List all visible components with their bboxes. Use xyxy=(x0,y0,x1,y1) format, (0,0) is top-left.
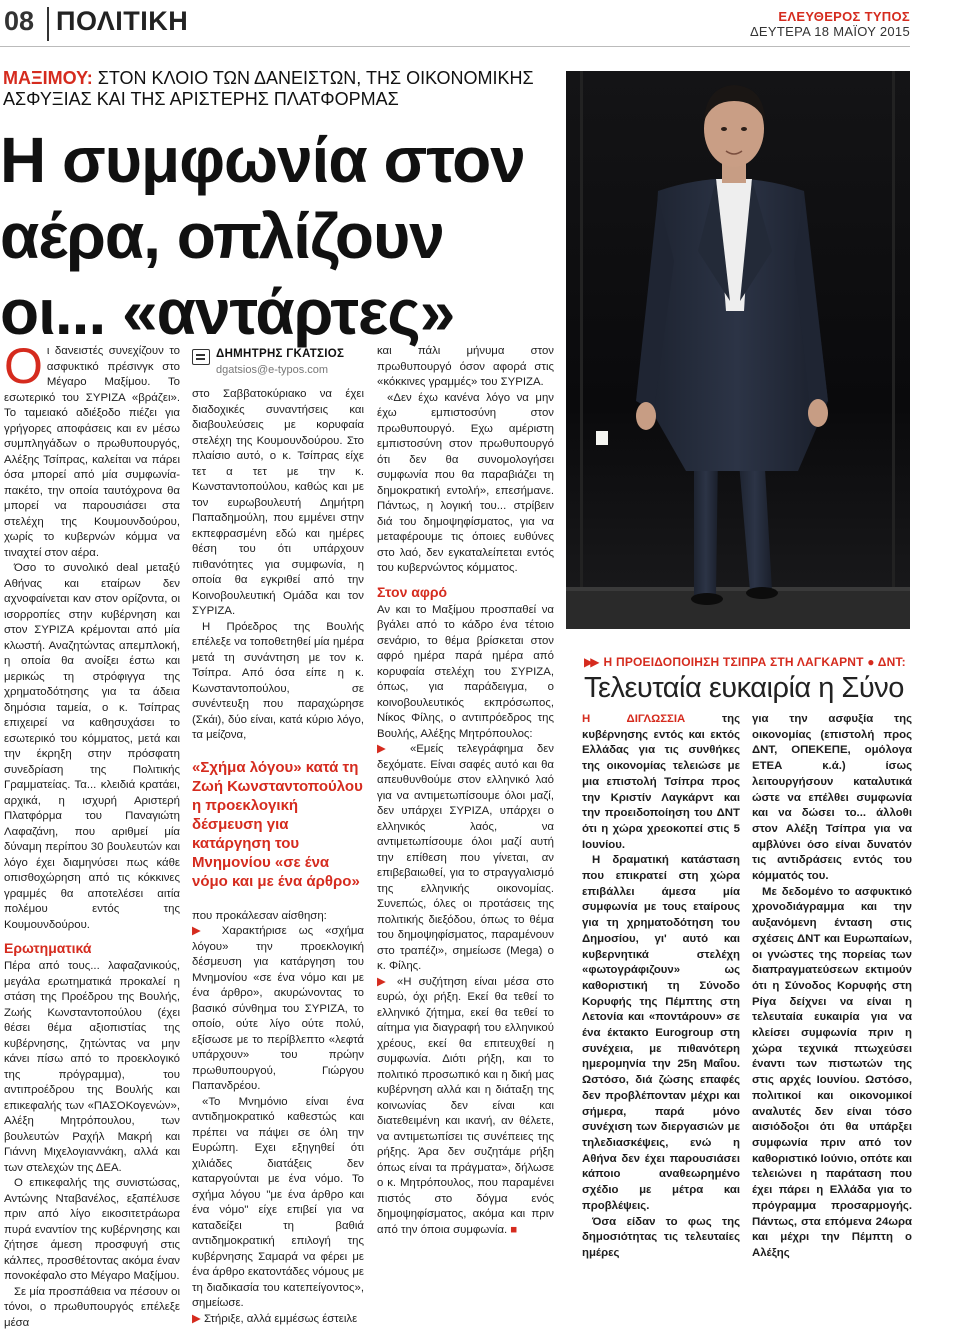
prime-minister-photo xyxy=(566,71,910,629)
bullet-paragraph: ▶ Στήριξε, αλλά εμμέσως έστειλε xyxy=(192,1312,364,1328)
article-headline: Η συμφωνία στον αέρα, οπλίζουν οι... «αντάρτες» xyxy=(0,122,560,350)
author-name: ΔΗΜΗΤΡΗΣ ΓΚΑΤΣΙΟΣ xyxy=(216,347,364,363)
article-column-2 xyxy=(192,347,364,1327)
paragraph: στο Σαββατοκύριακο να έχει διαδοχικές συναντήσεις και διαβουλεύσεις με κορυφαία στελέχη της Κουμουνδούρου. Στο πλαίσιο αυτό, ο κ. Τσίπρας είχε τετ α τετ με την κ. Κωνσταντοπούλου, καθώς και με τον ευρωβουλευτή Δημήτρη Παπαδημούλη, που εμμένει στην εκπεφρασμένη εδώ και ημέρες θέση του ότι υπάρχουν πιθανότητες για συμφωνία, η οποία θα εγκριθεί από την Κοινοβουλευτική Ομάδα και τον ΣΥΡΙΖΑ. xyxy=(192,387,364,620)
subheading: Ερωτηματικά xyxy=(4,940,180,956)
paragraph: Η δραματική κατάσταση που επικρατεί στη χώρα επιβάλλει άμεσα μία συμφωνία με τους εταίρους για τη χρηματοδότηση του Δημοσίου, γι' αυτό και κυβερνητικά στελέχη «φωτογράφιζουν» ως καθοριστική τη Σύνοδο Κορυφής της Πέμπτης στη Λετονία και «ποντάρουν» σε ένα έκτακτο Eurogroup στη συνέχεια, με πιθανότερη ημερομηνία την 25η Μαΐου. Ωστόσο, διά ζώσης επαφές δεν προβλέπονταν μέχρι και σήμερα, παρά μόνο συνέχιση των διεργασιών με τηλεδιασκέψεις, ενώ η Αθήνα δεν έχει παρουσιάσει κάποιο αναθεωρημένο σχέδιο με μέτρα και προβλέψεις. xyxy=(582,853,740,1214)
author-email[interactable]: dgatsios@e-typos.com xyxy=(216,363,364,379)
paragraph: Όσα είδαν το φως της δημοσιότητας τις τελευταίες ημέρες xyxy=(582,1215,740,1262)
byline xyxy=(192,347,364,381)
paragraph: Όσο το συνολικό deal μεταξύ Αθήνας και εταίρων δεν αχνοφαίνεται καν στον ορίζοντα, οι ισορροπίες στην κυβέρνηση και στον ΣΥΡΙΖΑ κρέμονται από μία κλωστή. Αναζητώντας απεμπλοκή, η οποία θα ανοίξει έστω και μερικώς τη στρόφιγγα της χρηματοδότησης για τα άδεια δημόσια ταμεία, ο κ. Τσίπρας επιχειρεί να καθησυχάσει το εσωτερικό του κόμματος, μετά και την έκρηξη στην πρόσφατη συνεδρίαση της Πολιτικής Γραμματείας. Τα... κλειδιά κρατάει, αρχικά, η ισχυρή Αριστερή Πλατφόρμα του Παναγιώτη Λαφαζάνη, που αριθμεί μία δύναμη περίπου 30 βουλευτών και λόγο έχει διαμηνύσει πως κάθε οπισθοχώρηση από τις κόκκινες γραμμές θα αποτελέσει αιτία πολέμου εντός της Κουμουνδούρου. xyxy=(4,561,180,933)
double-arrow-icon: ▶▶ xyxy=(584,655,596,669)
header-divider xyxy=(47,7,49,41)
box-column-1 xyxy=(582,712,740,1262)
page-number: 08 xyxy=(4,6,34,37)
box-title: Τελευταία ευκαιρία η Σύνο xyxy=(584,672,924,705)
arrow-icon: ▶ xyxy=(192,925,222,937)
paragraph: για την ασφυξία της οικονομίας (επιστολή προς ΔΝΤ, ΟΠΕΚΕΠΕ, ομόλογα ΕΤΕΑ κ.ά.) ίσως λειτουργήσουν καταλυτικά ώστε να επέλθει συμφωνία και να δώσει το... άλλοθι στον Αλέξη Τσίπρα για να αμβλύνει όσο είναι δυνατόν τις αντιδράσεις εντός του κόμματός του. xyxy=(752,712,912,885)
box-lead: Η ΔΙΓΛΩΣΣΙΑ xyxy=(582,713,685,725)
paragraph: Αν και το Μαξίμου προσπαθεί να βγάλει από το κάδρο ένα τέτοιο σενάριο, το θέμα βρίσκεται στον αφρό ημέρα παρά ημέρα από κορυφαία στελέχη του ΣΥΡΙΖΑ, όπως, για παράδειγμα, ο κοινοβουλευτικός εκπρόσωπος, Νίκος Φίλης, ο αντιπρόεδρος της Βουλής, Αλέξης Μητρόπουλος: xyxy=(377,603,554,743)
header-rule xyxy=(0,46,910,47)
kicker-text: ΣΤΟΝ ΚΛΟΙΟ ΤΩΝ ΔΑΝΕΙΣΤΩΝ, ΤΗΣ ΟΙΚΟΝΟΜΙΚΗΣ ΑΣΦΥΞΙΑΣ ΚΑΙ ΤΗΣ ΑΡΙΣΤΕΡΗΣ ΠΛΑΤΦΟΡΜΑΣ xyxy=(3,68,534,109)
article-kicker xyxy=(3,68,563,110)
paragraph: και πάλι μήνυμα στον πρωθυπουργό όσον αφορά στις «κόκκινες γραμμές» του ΣΥΡΙΖΑ. xyxy=(377,344,554,391)
lead-paragraph: Οι δανειστές συνεχίζουν το ασφυκτικό πρέσινγκ στο Μέγαρο Μαξίμου. Το εσωτερικό του ΣΥΡΙΖΑ «βράζει». Το ταμειακό αδιέξοδο πιέζει για γρήγορες αποφάσεις και εν μέσω συμπληγάδων ο πρωθυπουργός, Αλέξης Τσίπρας, καλείται να πάρει όσα μπορεί από μία συμφωνία-πακέτο, την οποία ταυτόχρονα θα μπορεί να παρουσιάσει στα στελέχη της Κουμουνδούρου, χωρίς το κυβερνών κόμμα να τιναχτεί στον αέρα. xyxy=(4,344,180,561)
arrow-icon: ▶ xyxy=(377,743,410,755)
section-title: ΠΟΛΙΤΙΚΗ xyxy=(56,6,188,37)
paragraph: «Το Μνημόνιο είναι ένα αντιδημοκρατικό καθεστώς και πρέπει να πάψει σε όλη την Ευρώπη. Εχει εξηγηθεί ότι χιλιάδες διατάξεις δεν καταργούνται με ένα νόμο. Το σχήμα λόγου "με ένα άρθρο και ένα νόμο" είχε επιβεί για να καταδείξει τη βαθιά αντιδημοκρατική επιλογή της κυβέρνησης Σαμαρά να φέρει με ένα άρθρο εκατοντάδες νόμους με τη διαδικασία του κατεπείγοντος», σημείωσε. xyxy=(192,1095,364,1312)
pull-quote: «Σχήμα λόγου» κατά τη Ζωή Κωνσταντοπούλου η προεκλογική δέσμευση για κατάργηση του Μνημονίου «σε ένα νόμο και με ένα άρθρο» xyxy=(192,758,364,891)
paragraph: «Δεν έχω κανένα λόγο να μην έχω εμπιστοσύνη στον πρωθυπουργό. Εχω αμέριστη εμπιστοσύνη στον πρωθυπουργό ότι δεν θα συνομολογήσει συμφωνία που θα παραβιάζει τη δημοκρατική εντολή», επεσήμανε. Πάντως, η λογική του... στρίβειν διά του δημοψηφίσματος, για να μεταφέρουμε τις όποιες ευθύνες στο λαό, δεν εγκαταλείπεται εντός του κυβερνώντος κόμματος. xyxy=(377,391,554,577)
arrow-icon: ▶ xyxy=(377,976,397,988)
paragraph: Η Πρόεδρος της Βουλής επέλεξε να τοποθετηθεί μία ημέρα μετά τη συνάντηση με τον κ. Τσίπρα. Από όσα είπε η κ. Κωνσταντοπούλου, σε συνέντευξη που παραχώρησε (Σκάι), δύο είναι, κατά κύριο λόγο, τα μείζονα, xyxy=(192,620,364,744)
box-column-2 xyxy=(752,712,912,1262)
article-photo xyxy=(566,71,910,629)
end-mark-icon: ■ xyxy=(507,1224,517,1236)
author-icon xyxy=(192,349,210,365)
paragraph: Η ΔΙΓΛΩΣΣΙΑ της κυβέρνησης εντός και εκτός Ελλάδας για τις συνθήκες της οικονομίας τελειώσε με μια επιστολή Τσίπρα προς την Κριστίν Λαγκάρντ και την προειδοποίηση του ΔΝΤ ότι η χώρα χρεοκοπεί στις 5 Ιουνίου. xyxy=(582,712,740,853)
article-column-1 xyxy=(4,344,180,1331)
paragraph: Με δεδομένο το ασφυκτικό χρονοδιάγραμμα και την αυξανόμενη ένταση στις σχέσεις ΔΝΤ και Ευρωπαίων, οι γνώστες της πορείας των διαπραγματεύσεων εκτιμούν ότι η Σύνοδος Κορυφής στη Ρίγα δείχνει να είναι η τελευταία ευκαιρία για να κλείσει συμφωνία πριν η χώρα τεχνικά πτωχεύσει έναντι των πιστωτών της στις αρχές Ιουνίου. Ωστόσο, πολιτικοί και οικονομικοί αναλυτές δεν είναι τόσο αισιόδοξοι ότι θα υπάρξει συμφωνία πριν από τον καθοριστικό Ιούνιο, οπότε και τελειώνει η παράταση που έχει πάρει η Ελλάδα για το πρόγραμμα προσαρμογής. Πάντως, στα επόμενα 24ωρα και μέχρι την Πέμπτη ο Αλέξης xyxy=(752,885,912,1262)
paragraph: που προκάλεσαν αίσθηση: xyxy=(192,909,364,925)
paragraph: Ο επικεφαλής της συνιστώσας, Αντώνης Νταβανέλος, εξαπέλυσε πριν από λίγο εικοσιτετράωρα πυρά εναντίον της κυβέρνησης και ζήτησε άμεση προσφυγή στις κάλπες, προσθέτοντας ακόμα έναν πονοκέφαλο στο Μέγαρο Μαξίμου. xyxy=(4,1176,180,1285)
drop-cap: Ο xyxy=(4,346,43,386)
article-column-3 xyxy=(377,344,554,1238)
bullet-paragraph: ▶ Χαρακτήρισε ως «σχήμα λόγου» την προεκλογική δέσμευση για κατάργηση του Μνημονίου «σε ένα νόμο και με ένα άρθρο», ακυρώνοντας το βασικό σύνθημα του ΣΥΡΙΖΑ, το οποίο, ούτε λίγο ούτε πολύ, εξίσωσε με το περίβλεπτο «λεφτά υπάρχουν» του πρώην πρωθυπουργού, Γιώργου Παπανδρέου. xyxy=(192,924,364,1095)
kicker-highlight: ΜΑΞΙΜΟΥ: xyxy=(3,68,93,88)
paragraph: Πέρα από τους... λαφαζανικούς, μεγάλα ερωτηματικά προκαλεί η στάση της Προέδρου της Βουλής, Ζωής Κωνσταντοπούλου (έχει θέσει θέμα αξιοπιστίας της κυβέρνησης, ζητώντας να μην κάνει πίσω από το προεκλογικό της πρόγραμμα), του αντιπροέδρου της Βουλής και επικεφαλής των «ΠΑΣΟΚογενών», Αλέξη Μητρόπουλου, των βουλευτών Ραχήλ Μακρή και Γιάννη Μιχελογιαννάκη, αλλά και των στελεχών της ΔΕΑ. xyxy=(4,959,180,1176)
paragraph: Σε μία προσπάθεια να πέσουν οι τόνοι, ο πρωθυπουργός επέλεξε μέσα xyxy=(4,1285,180,1331)
arrow-icon: ▶ xyxy=(192,1313,204,1325)
page-header xyxy=(0,0,960,50)
bullet-paragraph: ▶ «Εμείς τελεγράφημα δεν δεχόματε. Είναι σαφές αυτό και θα απευθυνθούμε στον ελληνικό λαό για να αντιμετωπίσουμε όλοι μαζί, δεν υπάρχει ΣΥΡΙΖΑ, υπάρχει ο ελληνικός λαός, να αντιμετωπίσουμε όλοι μαζί αυτή την επίθεση που γίνεται, αν επιβεβαιωθεί, για το στραγγαλισμό της ελληνικής οικονομίας. Συνεπώς, όλες οι προτάσεις της πολιτικής διεξόδου, όπως το θέμα του δημοψηφίσματος, παραμένουν στο τραπέζι», σημείωσε (Mega) ο κ. Φίλης. xyxy=(377,742,554,975)
box-kicker: ▶▶ Η ΠΡΟΕΙΔΟΠΟΙΗΣΗ ΤΣΙΠΡΑ ΣΤΗ ΛΑΓΚΑΡΝΤ ● ΔΝΤ: xyxy=(584,655,906,669)
subheading: Στον αφρό xyxy=(377,584,554,600)
newspaper-name: ΕΛΕΥΘΕΡΟΣ ΤΥΠΟΣ xyxy=(778,9,910,24)
bullet-paragraph: ▶ «Η συζήτηση είναι μέσα στο ευρώ, όχι ρήξη. Εκεί θα τεθεί το ελληνικό ζήτημα, εκεί θα τεθεί το αίτημα για διαγραφή του ελληνικού χρέους, εκεί θα επιτευχθεί η συμφωνία. Διότι ρήξη, και το πολιτικό προσωπικό και η δική μας κυβέρνηση αλλά και η διάταξη της κοινωνίας δεν είναι και διατεθειμένη και ικανή, αν θέλετε, να αντιμετωπίσει τις συνέπειες της ρήξης. Άρα δεν συζητάμε ρήξη όπως είναι τα πράγματα», δήλωσε ο κ. Μητρόπουλος, που παραμένει πιστός στο δόγμα ενός δημοψηφίσματος, ακόμα και πριν από την όποια συμφωνία. ■ xyxy=(377,975,554,1239)
issue-date: ΔΕΥΤΕΡΑ 18 ΜΑΪΟΥ 2015 xyxy=(750,24,910,39)
